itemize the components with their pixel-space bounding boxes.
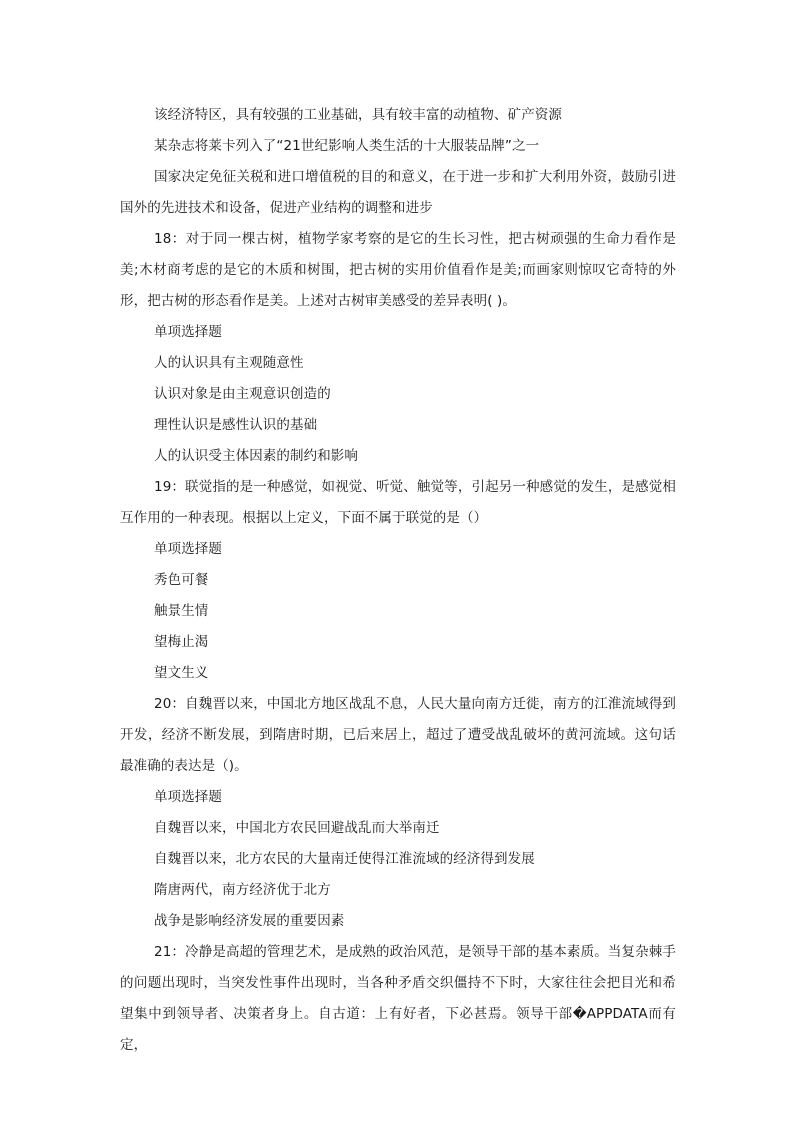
option-text: 秀色可餐 [154, 572, 209, 588]
option-text: 触景生情 [154, 603, 209, 619]
question-type-label: 单项选择题 [154, 541, 222, 557]
option-text: 隋唐两代，南方经济优于北方 [154, 882, 331, 898]
question-type-label: 单项选择题 [154, 789, 222, 805]
option-text: 认识对象是由主观意识创造的 [154, 386, 331, 402]
question-20: 20：自魏晋以来，中国北方地区战乱不息，人民大量向南方迁徙，南方的江淮流域得到开发，经济不断发展，到隋唐时期，已后来居上，超过了遭受战乱破坏的黄河流域。这句话最准确的表达是（)。 [120, 696, 676, 774]
paragraph-lycra-statement: 某杂志将莱卡列入了“21世纪影响人类生活的十大服装品牌”之一 [154, 138, 540, 154]
question-21: 21：冷静是高超的管理艺术，是成熟的政治风范，是领导干部的基本素质。当复杂棘手的问题出现时，当突发性事件出现时，当各种矛盾交织僵持不下时，大家往往会把目光和希望集中到领导者、决策者身上。自古道：上有好者，下必甚焉。领导干部�APPDATA而有定， [120, 944, 676, 1053]
question-18: 18：对于同一棵古树，植物学家考察的是它的生长习性，把古树顽强的生命力看作是美;木材商考虑的是它的木质和树围，把古树的实用价值看作是美;而画家则惊叹它奇特的外形，把古树的形态看作是美。上述对古树审美感受的差异表明( )。 [120, 231, 676, 309]
option-text: 人的认识受主体因素的制约和影响 [154, 448, 358, 464]
option-text: 望梅止渴 [154, 634, 209, 650]
option-text: 人的认识具有主观随意性 [154, 355, 304, 371]
paragraph-tariff-statement: 国家决定免征关税和进口增值税的目的和意义，在于进一步和扩大利用外资，鼓励引进国外的先进技术和设备，促进产业结构的调整和进步 [120, 169, 676, 216]
option-text: 理性认识是感性认识的基础 [154, 417, 318, 433]
question-type-label: 单项选择题 [154, 324, 222, 340]
question-19: 19：联觉指的是一种感觉，如视觉、听觉、触觉等，引起另一种感觉的发生，是感觉相互作用的一种表现。根据以上定义，下面不属于联觉的是（） [120, 479, 676, 526]
paragraph-zone-description: 该经济特区，具有较强的工业基础，具有较丰富的动植物、矿产资源 [154, 107, 562, 123]
option-text: 自魏晋以来，北方农民的大量南迁使得江淮流域的经济得到发展 [154, 851, 535, 867]
option-text: 自魏晋以来，中国北方农民回避战乱而大举南迁 [154, 820, 440, 836]
option-text: 望文生义 [154, 665, 209, 681]
document-body [120, 100, 676, 1061]
option-text: 战争是影响经济发展的重要因素 [154, 913, 345, 929]
